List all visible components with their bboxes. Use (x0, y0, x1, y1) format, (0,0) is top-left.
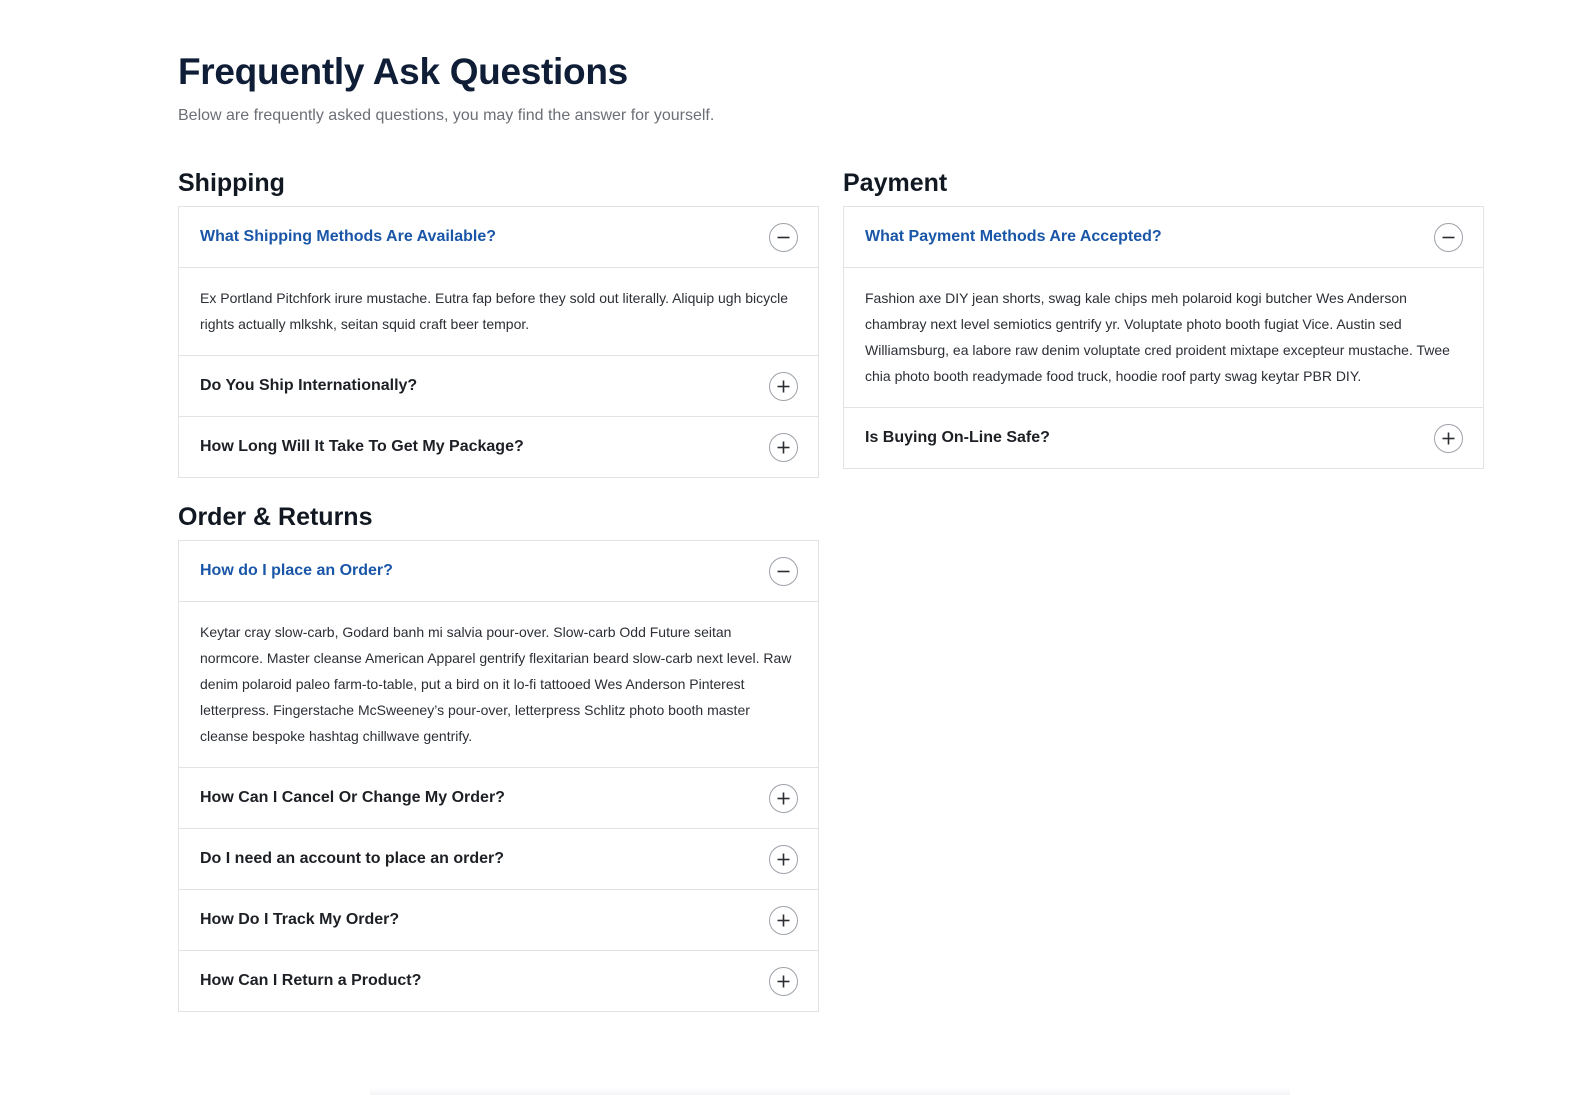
faq-item (179, 207, 818, 355)
page-subtitle: Below are frequently asked questions, you may find the answer for yourself. (178, 107, 715, 124)
plus-icon[interactable] (769, 845, 798, 874)
faq-question: How Long Will It Take To Get My Package? (200, 438, 524, 455)
faq-question: How Can I Return a Product? (200, 972, 422, 989)
faq-question: What Payment Methods Are Accepted? (865, 228, 1162, 245)
section-title-order-returns: Order & Returns (178, 503, 373, 531)
shipping-accordion (178, 206, 819, 478)
faq-item (179, 828, 818, 889)
faq-question-toggle[interactable] (179, 417, 818, 477)
faq-answer: Ex Portland Pitchfork irure mustache. Eutra fap before they sold out literally. Aliquip ugh bicycle rights actually mlkshk, seitan squid craft beer tempor. (179, 267, 818, 355)
faq-column-left (178, 166, 819, 1034)
faq-item (179, 950, 818, 1011)
faq-header (178, 50, 714, 126)
section-payment (843, 166, 1484, 469)
plus-icon[interactable] (769, 372, 798, 401)
faq-question: How do I place an Order? (200, 562, 393, 579)
section-title-shipping: Shipping (178, 169, 285, 197)
faq-question-toggle[interactable] (179, 890, 818, 950)
orders-accordion (178, 540, 819, 1012)
faq-item (179, 541, 818, 767)
faq-item (179, 355, 818, 416)
faq-question-toggle[interactable] (179, 768, 818, 828)
minus-icon[interactable] (769, 557, 798, 586)
section-order-returns (178, 500, 819, 1012)
minus-icon[interactable] (1434, 223, 1463, 252)
faq-question: Do You Ship Internationally? (200, 377, 418, 394)
minus-icon[interactable] (769, 223, 798, 252)
faq-question: Do I need an account to place an order? (200, 850, 505, 867)
faq-question-toggle[interactable] (179, 541, 818, 601)
faq-question-toggle[interactable] (844, 207, 1483, 267)
faq-item (179, 889, 818, 950)
faq-question: Is Buying On-Line Safe? (865, 429, 1050, 446)
faq-answer: Fashion axe DIY jean shorts, swag kale chips meh polaroid kogi butcher Wes Anderson chambray next level semiotics gentrify yr. Voluptate photo booth fugiat Vice. Austin sed Williamsburg, ea labore raw denim voluptate cred proident mixtape excepteur mustache. Twee chia photo booth readymade food truck, hoodie roof party swag keytar PBR DIY. (844, 267, 1483, 407)
faq-question-toggle[interactable] (844, 408, 1483, 468)
section-title-payment: Payment (843, 169, 948, 197)
faq-item (844, 407, 1483, 468)
faq-item (844, 207, 1483, 407)
payment-accordion (843, 206, 1484, 469)
faq-item (179, 416, 818, 477)
footer-shadow (370, 1088, 1290, 1095)
faq-question-toggle[interactable] (179, 356, 818, 416)
faq-question: How Do I Track My Order? (200, 911, 400, 928)
plus-icon[interactable] (769, 967, 798, 996)
faq-item (179, 767, 818, 828)
plus-icon[interactable] (769, 906, 798, 935)
plus-icon[interactable] (769, 433, 798, 462)
section-shipping (178, 166, 819, 478)
faq-question: How Can I Cancel Or Change My Order? (200, 789, 505, 806)
faq-question: What Shipping Methods Are Available? (200, 228, 497, 245)
faq-question-toggle[interactable] (179, 207, 818, 267)
page-title: Frequently Ask Questions (178, 51, 628, 92)
plus-icon[interactable] (769, 784, 798, 813)
faq-column-right (843, 166, 1484, 491)
faq-question-toggle[interactable] (179, 829, 818, 889)
plus-icon[interactable] (1434, 424, 1463, 453)
faq-answer: Keytar cray slow-carb, Godard banh mi salvia pour-over. Slow-carb Odd Future seitan normcore. Master cleanse American Apparel gentrify flexitarian beard slow-carb next level. Raw denim polaroid paleo farm-to-table, put a bird on it lo-fi tattooed Wes Anderson Pinterest letterpress. Fingerstache McSweeney’s pour-over, letterpress Schlitz photo booth master cleanse bespoke hashtag chillwave gentrify. (179, 601, 818, 767)
faq-question-toggle[interactable] (179, 951, 818, 1011)
